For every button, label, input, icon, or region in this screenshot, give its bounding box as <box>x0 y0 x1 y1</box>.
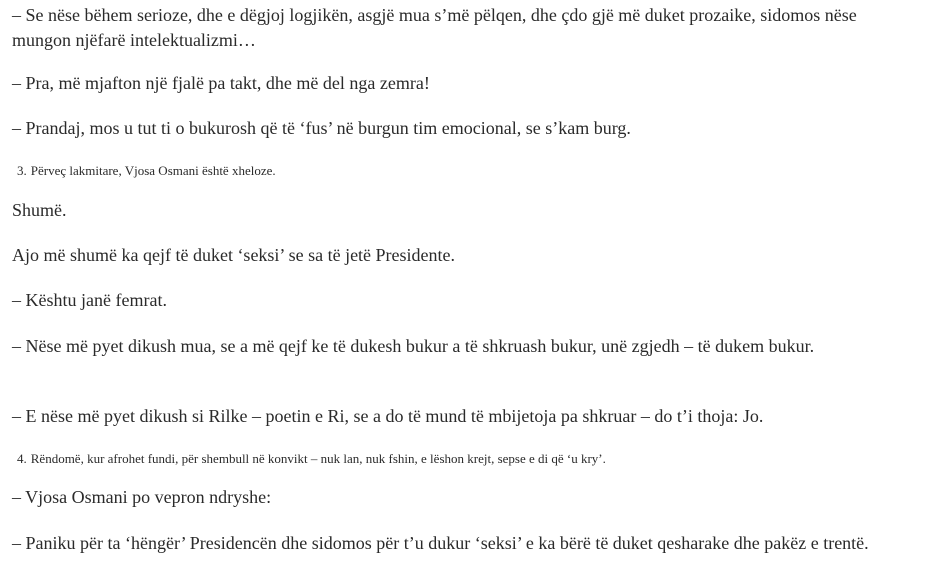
list-item <box>12 162 917 180</box>
list-number: 3. <box>17 163 27 178</box>
paragraph: – Paniku për ta ‘hëngër’ Presidencën dhe sidomos për t’u dukur ‘seksi’ e ka bërë të duket qesharake dhe pakëz e trentë. <box>12 533 869 553</box>
list-item <box>12 450 917 468</box>
list-number: 4. <box>17 451 27 466</box>
paragraph: – Prandaj, mos u tut ti o bukurosh që të ‘fus’ në burgun tim emocional, se s’kam burg. <box>12 118 631 138</box>
paragraph: – Se nëse bëhem serioze, dhe e dëgjoj logjikën, asgjë mua s’më pëlqen, dhe çdo gjë më duket prozaike, sidomos nëse mungon njëfarë intelektualizmi… <box>12 5 857 50</box>
paragraph: Ajo më shumë ka qejf të duket ‘seksi’ se sa të jetë Presidente. <box>12 245 456 265</box>
paragraph: Shumë. <box>12 200 67 220</box>
paragraph: – Nëse më pyet dikush mua, se a më qejf ke të dukesh bukur a të shkruash bukur, unë zgjedh – të dukem bukur. <box>12 336 815 356</box>
list-item-text: Përveç lakmitare, Vjosa Osmani është xheloze. <box>30 163 276 178</box>
paragraph: – E nëse më pyet dikush si Rilke – poetin e Ri, se a do të mund të mbijetoja pa shkruar – do t’i thoja: Jo. <box>12 406 764 426</box>
paragraph: – Pra, më mjafton një fjalë pa takt, dhe më del nga zemra! <box>12 73 430 93</box>
paragraph: – Vjosa Osmani po vepron ndryshe: <box>12 487 272 507</box>
paragraph: – Kështu janë femrat. <box>12 290 167 310</box>
list-item-text: Rëndomë, kur afrohet fundi, për shembull në konvikt – nuk lan, nuk fshin, e lëshon krejt, sepse e di që ‘u kry’. <box>30 451 606 466</box>
